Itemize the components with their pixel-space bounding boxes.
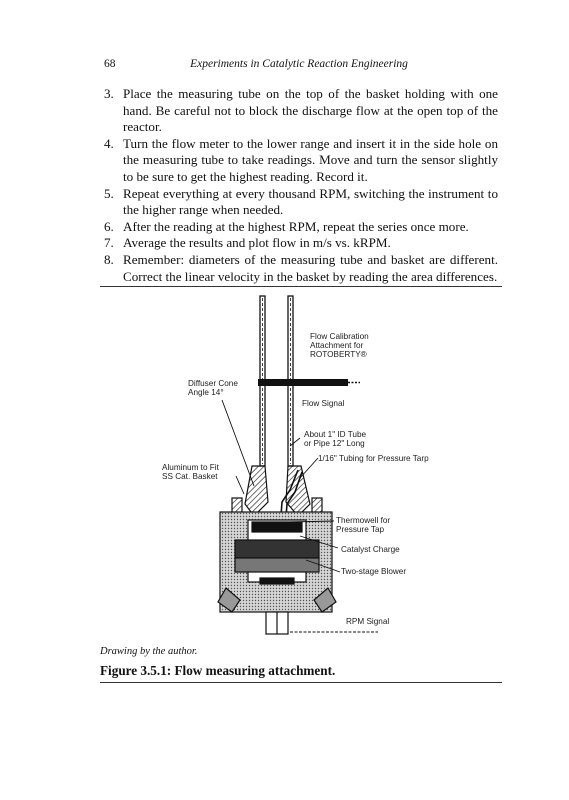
step-number: 3. — [104, 86, 114, 101]
reactor-body — [218, 498, 336, 634]
step-item — [104, 186, 498, 219]
step-number: 6. — [104, 218, 114, 234]
label-diffuser-angle: Angle 14° — [188, 388, 224, 397]
flow-meter-probe — [258, 379, 360, 386]
label-rpm-signal: RPM Signal — [346, 617, 390, 626]
label-attachment-for: Attachment for — [310, 341, 364, 350]
flow-attachment-drawing — [140, 290, 470, 635]
label-thermowell: Thermowell for — [336, 516, 391, 525]
label-tube-length: or Pipe 12" Long — [304, 439, 365, 448]
figure-credit: Drawing by the author. — [100, 646, 198, 657]
step-number: 8. — [104, 251, 114, 267]
label-flow-signal: Flow Signal — [302, 399, 345, 408]
step-number: 4. — [104, 135, 114, 151]
label-diffuser-cone: Diffuser Cone — [188, 379, 238, 388]
step-item — [104, 235, 498, 252]
label-tube-id: About 1" ID Tube — [304, 430, 367, 439]
step-number: 7. — [104, 235, 114, 251]
label-basket: SS Cat. Basket — [162, 472, 218, 481]
step-text: Place the measuring tube on the top of the basket holding with one hand. Be careful not to block the discharge flow at the open top of the reactor. — [123, 86, 498, 135]
page-number: 68 — [104, 58, 116, 70]
label-flow-calibration: Flow Calibration — [310, 332, 369, 341]
step-item — [104, 252, 498, 285]
step-text: Average the results and plot flow in m/s vs. kRPM. — [123, 235, 391, 251]
step-item — [104, 136, 498, 186]
running-title: Experiments in Catalytic Reaction Engineering — [190, 58, 408, 70]
diffuser-cone — [245, 466, 310, 516]
label-catalyst-charge: Catalyst Charge — [341, 545, 400, 554]
step-text: Repeat everything at every thousand RPM, switching the instrument to the higher range when needed. — [123, 185, 498, 218]
label-pressure-tap: Pressure Tap — [336, 525, 385, 534]
page-header — [104, 58, 494, 74]
step-text: After the reading at the highest RPM, repeat the series once more. — [123, 218, 469, 234]
figure-top-rule — [100, 286, 502, 287]
procedure-steps — [104, 86, 498, 285]
figure-caption: Figure 3.5.1: Flow measuring attachment. — [100, 663, 336, 678]
drawing-svg — [140, 290, 470, 635]
step-item — [104, 86, 498, 136]
step-number: 5. — [104, 185, 114, 201]
step-item — [104, 219, 498, 236]
label-pressure-tubing: 1/16" Tubing for Pressure Tarp — [318, 454, 429, 463]
label-blower: Two-stage Blower — [341, 567, 407, 576]
step-text: Turn the flow meter to the lower range and insert it in the side hole on the measuring tube to take readings. Move and turn the sensor slightly to be sure to get the highest reading. Record it. — [123, 135, 498, 184]
caption-rule — [100, 682, 502, 683]
step-text: Remember: diameters of the measuring tube and basket are different. Correct the linear velocity in the basket by reading the area differences. — [123, 251, 498, 284]
label-aluminum: Aluminum to Fit — [162, 463, 219, 472]
label-rotoberty: ROTOBERTY® — [310, 350, 367, 359]
